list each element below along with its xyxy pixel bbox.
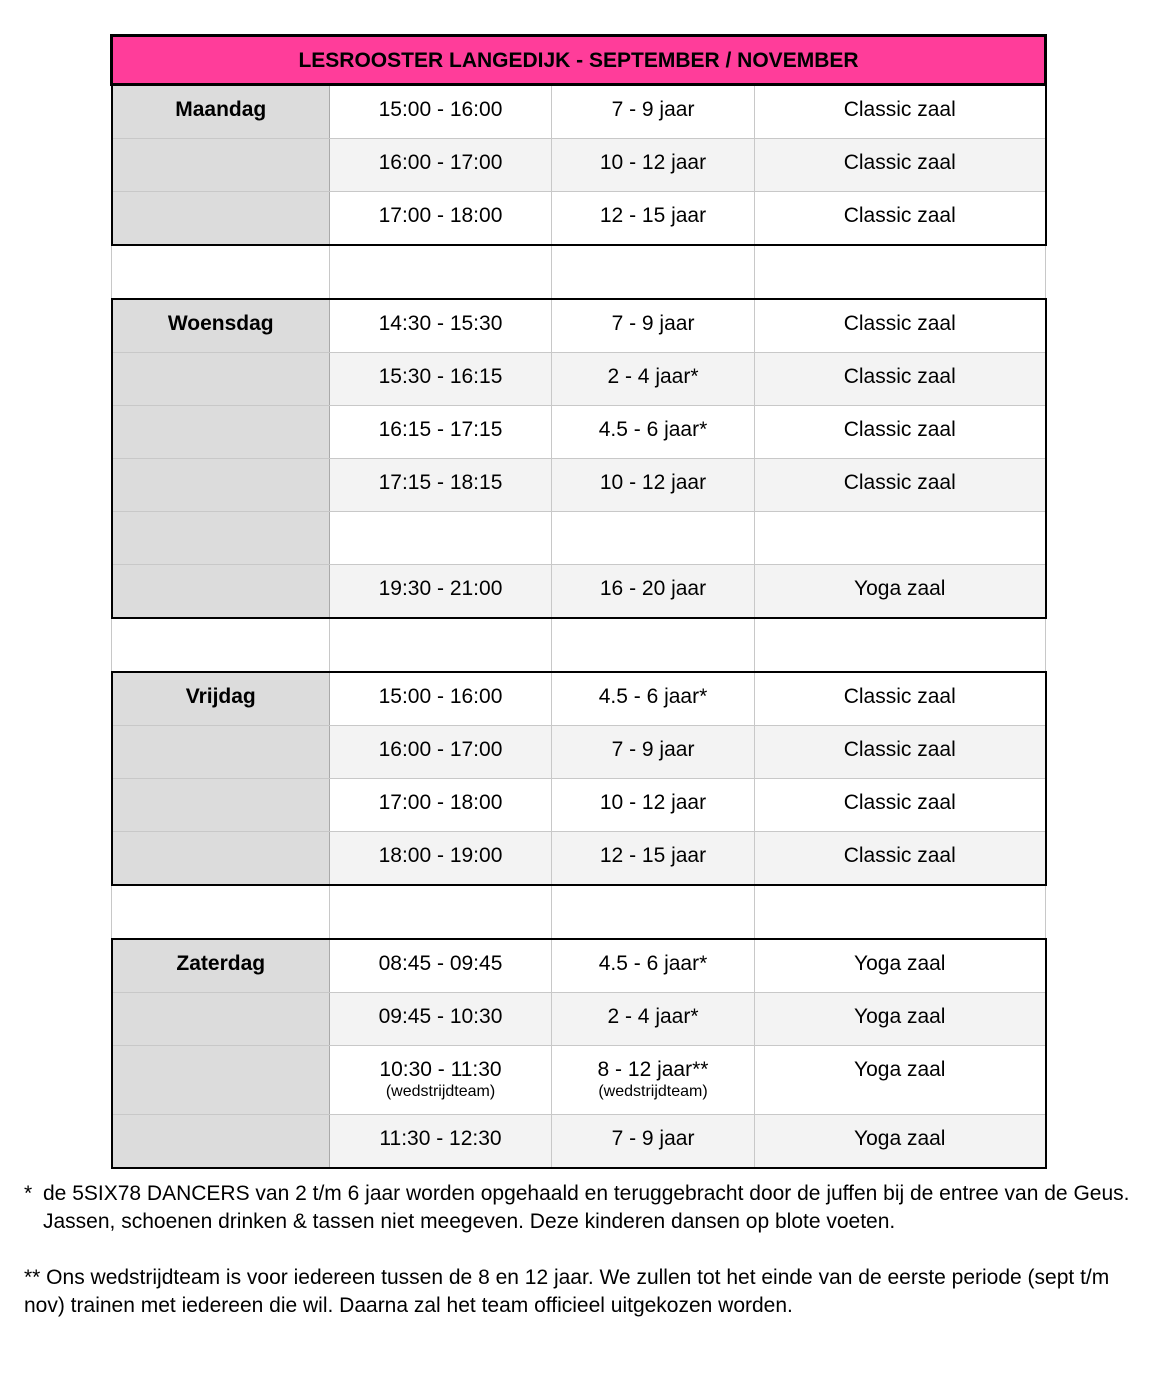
age-value (552, 512, 754, 524)
spacer-cell (552, 245, 755, 299)
age-value: 4.5 - 6 jaar* (598, 685, 708, 708)
time-cell (330, 85, 552, 139)
room-value: Classic zaal (843, 685, 956, 708)
age-cell (552, 353, 755, 406)
time-cell (330, 565, 552, 619)
day-label: Woensdag (167, 312, 274, 335)
age-value: 8 - 12 jaar** (597, 1058, 709, 1081)
time-cell (330, 353, 552, 406)
day-cell (112, 672, 330, 726)
day-cell (112, 1046, 330, 1115)
age-cell (552, 459, 755, 512)
spacer-cell (552, 618, 755, 672)
age-value: 4.5 - 6 jaar* (598, 418, 708, 441)
spacer-cell (112, 885, 330, 939)
age-cell (552, 993, 755, 1046)
day-cell (112, 139, 330, 192)
room-value: Classic zaal (843, 844, 956, 867)
room-value: Classic zaal (843, 738, 956, 761)
footnote-marker: * (24, 1182, 33, 1205)
time-value: 19:30 - 21:00 (378, 577, 503, 600)
age-value: 7 - 9 jaar (611, 1127, 695, 1150)
title-row (112, 36, 1046, 85)
age-cell (552, 672, 755, 726)
age-cell (552, 1046, 755, 1115)
age-cell (552, 565, 755, 619)
age-value: 4.5 - 6 jaar* (598, 952, 708, 975)
room-cell (755, 993, 1046, 1046)
day-cell (112, 832, 330, 886)
room-cell (755, 565, 1046, 619)
time-value: 10:30 - 11:30 (379, 1058, 502, 1081)
time-cell (330, 726, 552, 779)
room-cell (755, 353, 1046, 406)
age-value: 7 - 9 jaar (611, 98, 695, 121)
time-cell (330, 299, 552, 353)
age-value: 7 - 9 jaar (611, 312, 695, 335)
age-cell (552, 406, 755, 459)
room-cell (755, 85, 1046, 139)
age-cell (552, 939, 755, 993)
spacer-cell (330, 245, 552, 299)
room-cell (755, 672, 1046, 726)
schedule-table (110, 34, 1047, 1169)
time-cell (330, 406, 552, 459)
time-value: 15:00 - 16:00 (378, 685, 503, 708)
age-value: 16 - 20 jaar (599, 577, 707, 600)
time-cell (330, 779, 552, 832)
room-value: Classic zaal (843, 151, 956, 174)
table-row (112, 85, 1046, 139)
room-cell (755, 832, 1046, 886)
day-label: Zaterdag (176, 952, 266, 975)
room-value: Classic zaal (843, 204, 956, 227)
age-cell (552, 779, 755, 832)
age-cell (552, 832, 755, 886)
room-value: Yoga zaal (854, 1127, 946, 1150)
time-value (330, 512, 551, 524)
room-cell (755, 139, 1046, 192)
time-value: 16:15 - 17:15 (378, 418, 503, 441)
age-cell (552, 726, 755, 779)
room-cell (755, 459, 1046, 512)
footnote-single-star-text: de 5SIX78 DANCERS van 2 t/m 6 jaar worden opgehaald en teruggebracht door de juffen bij de entree van de Geus. Jassen, schoenen drinken & tassen niet meegeven. Deze kinderen dansen op blote voeten. (43, 1182, 1130, 1233)
day-cell (112, 993, 330, 1046)
time-cell (330, 459, 552, 512)
time-value: 11:30 - 12:30 (379, 1127, 502, 1150)
room-value: Classic zaal (843, 418, 956, 441)
time-value: 14:30 - 15:30 (378, 312, 503, 335)
age-cell (552, 299, 755, 353)
time-value: 17:00 - 18:00 (378, 204, 503, 227)
age-cell (552, 85, 755, 139)
room-value: Yoga zaal (854, 577, 946, 600)
day-cell (112, 192, 330, 246)
room-value: Classic zaal (843, 98, 956, 121)
room-cell (755, 1115, 1046, 1169)
time-cell (330, 672, 552, 726)
day-cell (112, 1115, 330, 1169)
table-row (112, 299, 1046, 353)
spacer-cell (755, 885, 1046, 939)
table-row (112, 939, 1046, 993)
room-value: Classic zaal (843, 312, 956, 335)
age-cell (552, 192, 755, 246)
room-cell (755, 192, 1046, 246)
day-cell (112, 406, 330, 459)
time-value: 15:00 - 16:00 (378, 98, 503, 121)
age-value: 10 - 12 jaar (599, 791, 707, 814)
room-value: Classic zaal (843, 471, 956, 494)
table-row (112, 993, 1046, 1046)
room-cell (755, 512, 1046, 565)
room-cell (755, 1046, 1046, 1115)
table-row (112, 832, 1046, 886)
time-value: 16:00 - 17:00 (378, 738, 503, 761)
table-row (112, 565, 1046, 619)
day-label: Maandag (175, 98, 267, 121)
table-row (112, 406, 1046, 459)
age-value: 12 - 15 jaar (599, 204, 707, 227)
table-row (112, 1046, 1046, 1115)
room-cell (755, 406, 1046, 459)
schedule-body (112, 36, 1046, 1169)
age-value: 12 - 15 jaar (599, 844, 707, 867)
age-value: 10 - 12 jaar (599, 471, 707, 494)
footnotes (24, 1180, 1139, 1320)
time-cell (330, 1115, 552, 1169)
day-cell (112, 299, 330, 353)
age-note: (wedstrijdteam) (598, 1083, 708, 1100)
room-cell (755, 779, 1046, 832)
table-row (112, 192, 1046, 246)
room-value: Yoga zaal (854, 952, 946, 975)
age-cell (552, 512, 755, 565)
day-cell (112, 85, 330, 139)
time-cell (330, 1046, 552, 1115)
time-cell (330, 192, 552, 246)
schedule-title-cell (112, 36, 1046, 85)
day-cell (112, 779, 330, 832)
age-value: 7 - 9 jaar (611, 738, 695, 761)
time-note: (wedstrijdteam) (385, 1083, 496, 1100)
table-row (112, 1115, 1046, 1169)
time-cell (330, 512, 552, 565)
time-value: 17:00 - 18:00 (378, 791, 503, 814)
room-value: Classic zaal (843, 791, 956, 814)
time-value: 08:45 - 09:45 (378, 952, 503, 975)
time-cell (330, 832, 552, 886)
spacer-row (112, 618, 1046, 672)
room-cell (755, 939, 1046, 993)
day-cell (112, 459, 330, 512)
day-label: Vrijdag (185, 685, 256, 708)
table-row (112, 139, 1046, 192)
age-cell (552, 1115, 755, 1169)
footnote-double-star: ** Ons wedstrijdteam is voor iedereen tussen de 8 en 12 jaar. We zullen tot het einde van de eerste periode (sept t/m nov) trainen met iedereen die wil. Daarna zal het team officieel uitgekozen worden. (24, 1266, 1110, 1317)
time-cell (330, 139, 552, 192)
spacer-cell (112, 618, 330, 672)
day-cell (112, 565, 330, 619)
table-row (112, 726, 1046, 779)
room-value: Yoga zaal (854, 1005, 946, 1028)
age-value: 2 - 4 jaar* (607, 365, 699, 388)
footnote-single-star (24, 1180, 1139, 1236)
time-value: 09:45 - 10:30 (378, 1005, 503, 1028)
time-value: 17:15 - 18:15 (378, 471, 503, 494)
spacer-cell (552, 885, 755, 939)
table-row (112, 779, 1046, 832)
table-row (112, 672, 1046, 726)
table-row (112, 353, 1046, 406)
room-value: Yoga zaal (854, 1058, 946, 1081)
time-value: 16:00 - 17:00 (378, 151, 503, 174)
day-cell (112, 512, 330, 565)
room-cell (755, 726, 1046, 779)
time-cell (330, 939, 552, 993)
room-value (755, 512, 1045, 524)
spacer-cell (330, 618, 552, 672)
schedule-title: LESROOSTER LANGEDIJK - SEPTEMBER / NOVEMBER (298, 49, 859, 72)
spacer-cell (330, 885, 552, 939)
day-cell (112, 939, 330, 993)
time-cell (330, 993, 552, 1046)
age-value: 2 - 4 jaar* (607, 1005, 699, 1028)
table-row (112, 459, 1046, 512)
spacer-row (112, 885, 1046, 939)
spacer-cell (112, 245, 330, 299)
time-value: 15:30 - 16:15 (378, 365, 503, 388)
room-cell (755, 299, 1046, 353)
day-cell (112, 353, 330, 406)
table-row (112, 512, 1046, 565)
room-value: Classic zaal (843, 365, 956, 388)
spacer-row (112, 245, 1046, 299)
spacer-cell (755, 618, 1046, 672)
spacer-cell (755, 245, 1046, 299)
age-cell (552, 139, 755, 192)
time-value: 18:00 - 19:00 (378, 844, 503, 867)
age-value: 10 - 12 jaar (599, 151, 707, 174)
day-cell (112, 726, 330, 779)
